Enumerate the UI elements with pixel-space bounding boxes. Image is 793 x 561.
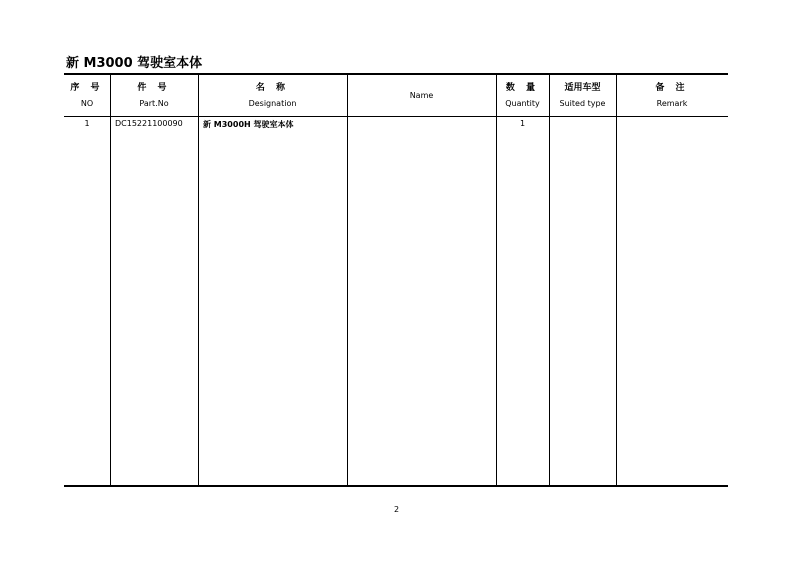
header-no-cn: 序 号 bbox=[70, 82, 104, 93]
header-suited-type-en: Suited type bbox=[559, 98, 606, 108]
header-part-no-cn: 件 号 bbox=[137, 82, 171, 93]
header-separator bbox=[64, 116, 728, 117]
header-suited-type bbox=[549, 75, 616, 116]
header-part-no-en: Part.No bbox=[139, 98, 169, 108]
column-divider bbox=[110, 75, 111, 485]
header-name-en: Name bbox=[409, 91, 434, 100]
header-designation-cn: 名 称 bbox=[255, 82, 290, 93]
row-designation: 新 M3000H 驾驶室本体 bbox=[203, 120, 294, 129]
header-no bbox=[64, 75, 110, 116]
header-part-no bbox=[110, 75, 198, 116]
header-remark-en: Remark bbox=[656, 98, 688, 108]
column-divider bbox=[198, 75, 199, 485]
header-quantity-cn: 数 量 bbox=[505, 82, 540, 93]
header-name bbox=[347, 75, 496, 116]
header-remark-cn: 备 注 bbox=[655, 82, 689, 93]
column-divider bbox=[616, 75, 617, 485]
row-no: 1 bbox=[84, 119, 90, 128]
page-number: 2 bbox=[393, 505, 400, 514]
header-suited-type-cn: 适用车型 bbox=[564, 82, 601, 93]
column-divider bbox=[496, 75, 497, 485]
column-divider bbox=[347, 75, 348, 485]
page-title: 新 M3000 驾驶室本体 bbox=[66, 56, 203, 71]
header-no-en: NO bbox=[80, 98, 94, 108]
header-designation bbox=[198, 75, 347, 116]
column-divider bbox=[549, 75, 550, 485]
header-designation-en: Designation bbox=[248, 98, 297, 108]
header-remark bbox=[616, 75, 728, 116]
header-quantity-en: Quantity bbox=[505, 98, 540, 108]
header-quantity bbox=[496, 75, 549, 116]
parts-table bbox=[64, 73, 728, 487]
row-part-no: DC15221100090 bbox=[115, 119, 183, 128]
row-quantity: 1 bbox=[519, 119, 526, 128]
